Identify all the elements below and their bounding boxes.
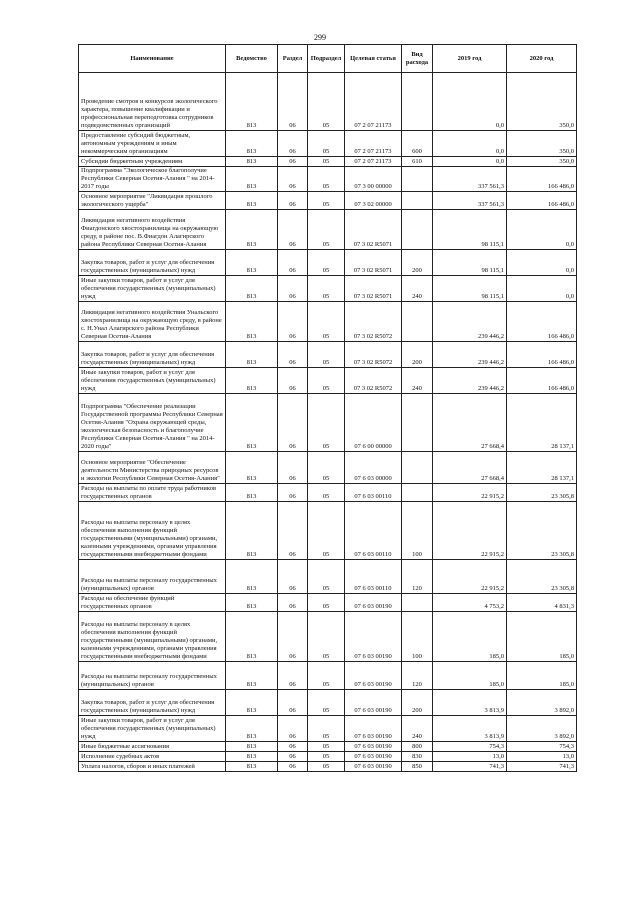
row-celevaya-statya: 07 3 02 00000 [345,192,402,210]
row-podrazdel: 05 [308,342,345,368]
row-vid-raskhoda [402,210,433,250]
row-podrazdel: 05 [308,612,345,662]
row-amount-2019: 22 915,2 [433,560,507,594]
row-vedomstvo: 813 [226,342,278,368]
row-amount-2019: 239 446,2 [433,302,507,342]
row-vid-raskhoda [402,452,433,484]
row-amount-2019: 337 561,3 [433,192,507,210]
row-amount-2020: 4 831,3 [507,594,577,612]
row-name: Ликвидация негативного воздействия Унальского хвостохранилища на окружающую среду, в районе с. Н.Унал Алагирского района Республики Северная Осетия-Алания [79,302,226,342]
header-podrazdel: Подраздел [308,45,345,73]
row-vedomstvo: 813 [226,484,278,502]
row-amount-2020: 166 486,0 [507,167,577,192]
row-name: Уплата налогов, сборов и иных платежей [79,762,226,772]
row-razdel: 06 [278,752,308,762]
row-razdel: 06 [278,73,308,131]
table-row [79,662,577,690]
row-vid-raskhoda [402,167,433,192]
row-vid-raskhoda: 200 [402,690,433,716]
row-amount-2019: 0,0 [433,157,507,167]
row-vedomstvo: 813 [226,452,278,484]
row-celevaya-statya: 07 3 02 R5071 [345,276,402,302]
row-amount-2019: 22 915,2 [433,502,507,560]
row-podrazdel: 05 [308,394,345,452]
row-amount-2019: 0,0 [433,131,507,157]
row-podrazdel: 05 [308,368,345,394]
table-row [79,342,577,368]
row-amount-2020: 23 305,8 [507,560,577,594]
row-celevaya-statya: 07 6 03 00110 [345,484,402,502]
row-name: Закупка товаров, работ и услуг для обеспечения государственных (муниципальных) нужд [79,342,226,368]
row-razdel: 06 [278,502,308,560]
row-name: Закупка товаров, работ и услуг для обеспечения государственных (муниципальных) нужд [79,250,226,276]
row-amount-2019: 13,0 [433,752,507,762]
row-vedomstvo: 813 [226,612,278,662]
row-amount-2020: 28 137,1 [507,394,577,452]
row-celevaya-statya: 07 3 02 R5072 [345,368,402,394]
row-razdel: 06 [278,250,308,276]
table-row [79,167,577,192]
row-name: Иные бюджетные ассигнования [79,742,226,752]
row-amount-2019: 3 813,9 [433,716,507,742]
row-vedomstvo: 813 [226,73,278,131]
row-razdel: 06 [278,131,308,157]
table-row [79,302,577,342]
row-amount-2020: 741,3 [507,762,577,772]
row-name: Иные закупки товаров, работ и услуг для обеспечения государственных (муниципальных) нужд [79,368,226,394]
row-celevaya-statya: 07 6 03 00190 [345,716,402,742]
table-row [79,452,577,484]
row-podrazdel: 05 [308,157,345,167]
row-celevaya-statya: 07 6 00 00000 [345,394,402,452]
row-celevaya-statya: 07 3 00 00000 [345,167,402,192]
row-vid-raskhoda: 830 [402,752,433,762]
row-vid-raskhoda [402,594,433,612]
row-amount-2020: 0,0 [507,250,577,276]
row-name: Субсидии бюджетным учреждениям [79,157,226,167]
row-name: Расходы на выплаты персоналу в целях обеспечения выполнения функций государственными (муниципальными) органами, казенными учреждениями, органами управления государственными внебюджетными фондами [79,502,226,560]
row-amount-2020: 350,0 [507,73,577,131]
row-amount-2019: 98 115,1 [433,276,507,302]
row-vid-raskhoda: 100 [402,612,433,662]
row-razdel: 06 [278,484,308,502]
table-header-row [79,45,577,73]
row-amount-2019: 3 813,9 [433,690,507,716]
row-podrazdel: 05 [308,276,345,302]
row-vedomstvo: 813 [226,502,278,560]
row-name: Закупка товаров, работ и услуг для обеспечения государственных (муниципальных) нужд [79,690,226,716]
row-podrazdel: 05 [308,742,345,752]
row-razdel: 06 [278,342,308,368]
table-row [79,157,577,167]
row-amount-2020: 13,0 [507,752,577,762]
row-podrazdel: 05 [308,302,345,342]
table-row [79,742,577,752]
row-celevaya-statya: 07 2 07 21173 [345,131,402,157]
row-vedomstvo: 813 [226,742,278,752]
row-razdel: 06 [278,742,308,752]
row-podrazdel: 05 [308,662,345,690]
row-name: Расходы на обеспечение функций государственных органов [79,594,226,612]
row-amount-2019: 754,3 [433,742,507,752]
row-razdel: 06 [278,157,308,167]
row-vedomstvo: 813 [226,302,278,342]
header-vedomstvo: Ведомство [226,45,278,73]
row-amount-2019: 0,0 [433,73,507,131]
table-row [79,762,577,772]
row-vedomstvo: 813 [226,394,278,452]
row-podrazdel: 05 [308,131,345,157]
table-row [79,192,577,210]
row-celevaya-statya: 07 3 02 R5072 [345,342,402,368]
header-vid-raskhoda: Вид расхода [402,45,433,73]
table-row [79,560,577,594]
row-vid-raskhoda: 200 [402,342,433,368]
row-podrazdel: 05 [308,210,345,250]
row-name: Проведение смотров и конкурсов экологического характера, повышение квалификации и профессиональная переподготовка сотрудников подведомственных организаций [79,73,226,131]
header-name: Наименование [79,45,226,73]
row-celevaya-statya: 07 6 03 00000 [345,452,402,484]
row-razdel: 06 [278,368,308,394]
row-amount-2020: 754,3 [507,742,577,752]
row-vid-raskhoda: 100 [402,502,433,560]
row-amount-2020: 166 486,0 [507,192,577,210]
row-celevaya-statya: 07 6 03 00190 [345,752,402,762]
row-vid-raskhoda: 850 [402,762,433,772]
row-celevaya-statya: 07 6 03 00190 [345,690,402,716]
row-celevaya-statya: 07 3 02 R5072 [345,302,402,342]
row-razdel: 06 [278,167,308,192]
row-amount-2020: 166 486,0 [507,302,577,342]
table-row [79,502,577,560]
row-celevaya-statya: 07 6 03 00190 [345,594,402,612]
row-razdel: 06 [278,716,308,742]
row-celevaya-statya: 07 6 03 00110 [345,502,402,560]
table-row [79,690,577,716]
row-amount-2019: 22 915,2 [433,484,507,502]
row-podrazdel: 05 [308,250,345,276]
row-amount-2020: 23 305,8 [507,484,577,502]
row-amount-2020: 23 305,8 [507,502,577,560]
table-body [79,73,577,772]
row-amount-2020: 166 486,0 [507,342,577,368]
row-name: Исполнение судебных актов [79,752,226,762]
row-celevaya-statya: 07 3 02 R5071 [345,210,402,250]
row-name: Расходы на выплаты по оплате труда работников государственных органов [79,484,226,502]
row-vid-raskhoda [402,484,433,502]
row-vedomstvo: 813 [226,210,278,250]
row-vid-raskhoda [402,394,433,452]
row-vid-raskhoda: 610 [402,157,433,167]
row-vid-raskhoda: 200 [402,250,433,276]
row-vid-raskhoda: 120 [402,662,433,690]
row-vid-raskhoda: 240 [402,716,433,742]
row-amount-2019: 337 561,3 [433,167,507,192]
row-podrazdel: 05 [308,192,345,210]
row-vid-raskhoda: 240 [402,276,433,302]
row-vedomstvo: 813 [226,716,278,742]
row-amount-2019: 741,3 [433,762,507,772]
row-amount-2019: 185,0 [433,662,507,690]
row-razdel: 06 [278,302,308,342]
row-podrazdel: 05 [308,762,345,772]
table-row [79,394,577,452]
row-name: Предоставление субсидий бюджетным, автономным учреждениям и иным некоммерческим организациям [79,131,226,157]
table-row [79,73,577,131]
table-row [79,752,577,762]
row-razdel: 06 [278,690,308,716]
row-razdel: 06 [278,594,308,612]
row-vedomstvo: 813 [226,560,278,594]
row-vid-raskhoda [402,302,433,342]
row-podrazdel: 05 [308,73,345,131]
row-vedomstvo: 813 [226,276,278,302]
row-amount-2019: 185,0 [433,612,507,662]
row-amount-2019: 98 115,1 [433,250,507,276]
row-razdel: 06 [278,276,308,302]
row-vedomstvo: 813 [226,157,278,167]
table-row [79,594,577,612]
row-name: Иные закупки товаров, работ и услуг для обеспечения государственных (муниципальных) нужд [79,276,226,302]
row-amount-2019: 239 446,2 [433,368,507,394]
table-row [79,210,577,250]
page-number: 299 [314,33,326,42]
table-row [79,368,577,394]
table-row [79,484,577,502]
row-podrazdel: 05 [308,690,345,716]
header-celevaya-statya: Целевая статья [345,45,402,73]
row-vid-raskhoda [402,192,433,210]
row-amount-2019: 4 753,2 [433,594,507,612]
row-vedomstvo: 813 [226,167,278,192]
row-podrazdel: 05 [308,560,345,594]
row-vedomstvo: 813 [226,662,278,690]
row-vedomstvo: 813 [226,690,278,716]
row-amount-2020: 28 137,1 [507,452,577,484]
row-vedomstvo: 813 [226,762,278,772]
header-2019: 2019 год [433,45,507,73]
header-2020: 2020 год [507,45,577,73]
row-celevaya-statya: 07 2 07 21173 [345,157,402,167]
row-razdel: 06 [278,452,308,484]
row-amount-2020: 166 486,0 [507,368,577,394]
row-amount-2020: 185,0 [507,612,577,662]
row-podrazdel: 05 [308,167,345,192]
row-vedomstvo: 813 [226,192,278,210]
table-row [79,716,577,742]
header-razdel: Раздел [278,45,308,73]
row-name: Основное мероприятие "Обеспечение деятельности Министерства природных ресурсов и экологии Республики Северная Осетия-Алания" [79,452,226,484]
row-name: Расходы на выплаты персоналу государственных (муниципальных) органов [79,662,226,690]
row-celevaya-statya: 07 2 07 21173 [345,73,402,131]
row-amount-2019: 98 115,1 [433,210,507,250]
row-name: Основное мероприятие "Ликвидация прошлого экологического ущерба" [79,192,226,210]
table-row [79,276,577,302]
row-name: Ликвидация негативного воздействия Фиагдонского хвостохранилища на окружающую среду, в районе пос. В.Фиагдон Алагирского района Республики Северная Осетия-Алания [79,210,226,250]
row-name: Расходы на выплаты персоналу в целях обеспечения выполнения функций государственными (муниципальными) органами, казенными учреждениями, органами управления государственными внебюджетными фондами [79,612,226,662]
row-amount-2020: 3 892,0 [507,716,577,742]
row-vid-raskhoda: 800 [402,742,433,752]
row-podrazdel: 05 [308,502,345,560]
table-row [79,131,577,157]
row-podrazdel: 05 [308,716,345,742]
table-row [79,250,577,276]
table-row [79,612,577,662]
row-amount-2020: 0,0 [507,210,577,250]
row-amount-2020: 3 892,0 [507,690,577,716]
row-amount-2019: 27 668,4 [433,452,507,484]
row-vedomstvo: 813 [226,368,278,394]
row-celevaya-statya: 07 6 03 00190 [345,662,402,690]
row-podrazdel: 05 [308,484,345,502]
row-vedomstvo: 813 [226,752,278,762]
row-razdel: 06 [278,394,308,452]
row-celevaya-statya: 07 3 02 R5071 [345,250,402,276]
row-amount-2019: 27 668,4 [433,394,507,452]
row-name: Подпрограмма "Обеспечение реализации Государственной программы Республики Северная Осетия-Алания "Охрана окружающей среды, экологическая безопасность и благополучие Республики Северная Осетия-Алания " на 2014-2020 годы" [79,394,226,452]
row-name: Иные закупки товаров, работ и услуг для обеспечения государственных (муниципальных) нужд [79,716,226,742]
row-vid-raskhoda: 120 [402,560,433,594]
row-vid-raskhoda: 600 [402,131,433,157]
row-vid-raskhoda: 240 [402,368,433,394]
row-vedomstvo: 813 [226,131,278,157]
row-amount-2020: 350,0 [507,157,577,167]
row-celevaya-statya: 07 6 03 00190 [345,762,402,772]
row-razdel: 06 [278,210,308,250]
row-name: Подпрограмма "Экологическое благополучие Республики Северная Осетия-Алания " на 2014-2017 годы [79,167,226,192]
budget-table [78,44,577,772]
row-celevaya-statya: 07 6 03 00190 [345,742,402,752]
row-celevaya-statya: 07 6 03 00190 [345,612,402,662]
row-podrazdel: 05 [308,752,345,762]
row-vid-raskhoda [402,73,433,131]
row-amount-2020: 350,0 [507,131,577,157]
row-celevaya-statya: 07 6 03 00110 [345,560,402,594]
row-vedomstvo: 813 [226,594,278,612]
row-vedomstvo: 813 [226,250,278,276]
row-razdel: 06 [278,560,308,594]
row-amount-2020: 185,0 [507,662,577,690]
row-razdel: 06 [278,612,308,662]
row-podrazdel: 05 [308,594,345,612]
row-razdel: 06 [278,662,308,690]
row-razdel: 06 [278,192,308,210]
row-razdel: 06 [278,762,308,772]
row-name: Расходы на выплаты персоналу государственных (муниципальных) органов [79,560,226,594]
row-amount-2019: 239 446,2 [433,342,507,368]
row-podrazdel: 05 [308,452,345,484]
row-amount-2020: 0,0 [507,276,577,302]
